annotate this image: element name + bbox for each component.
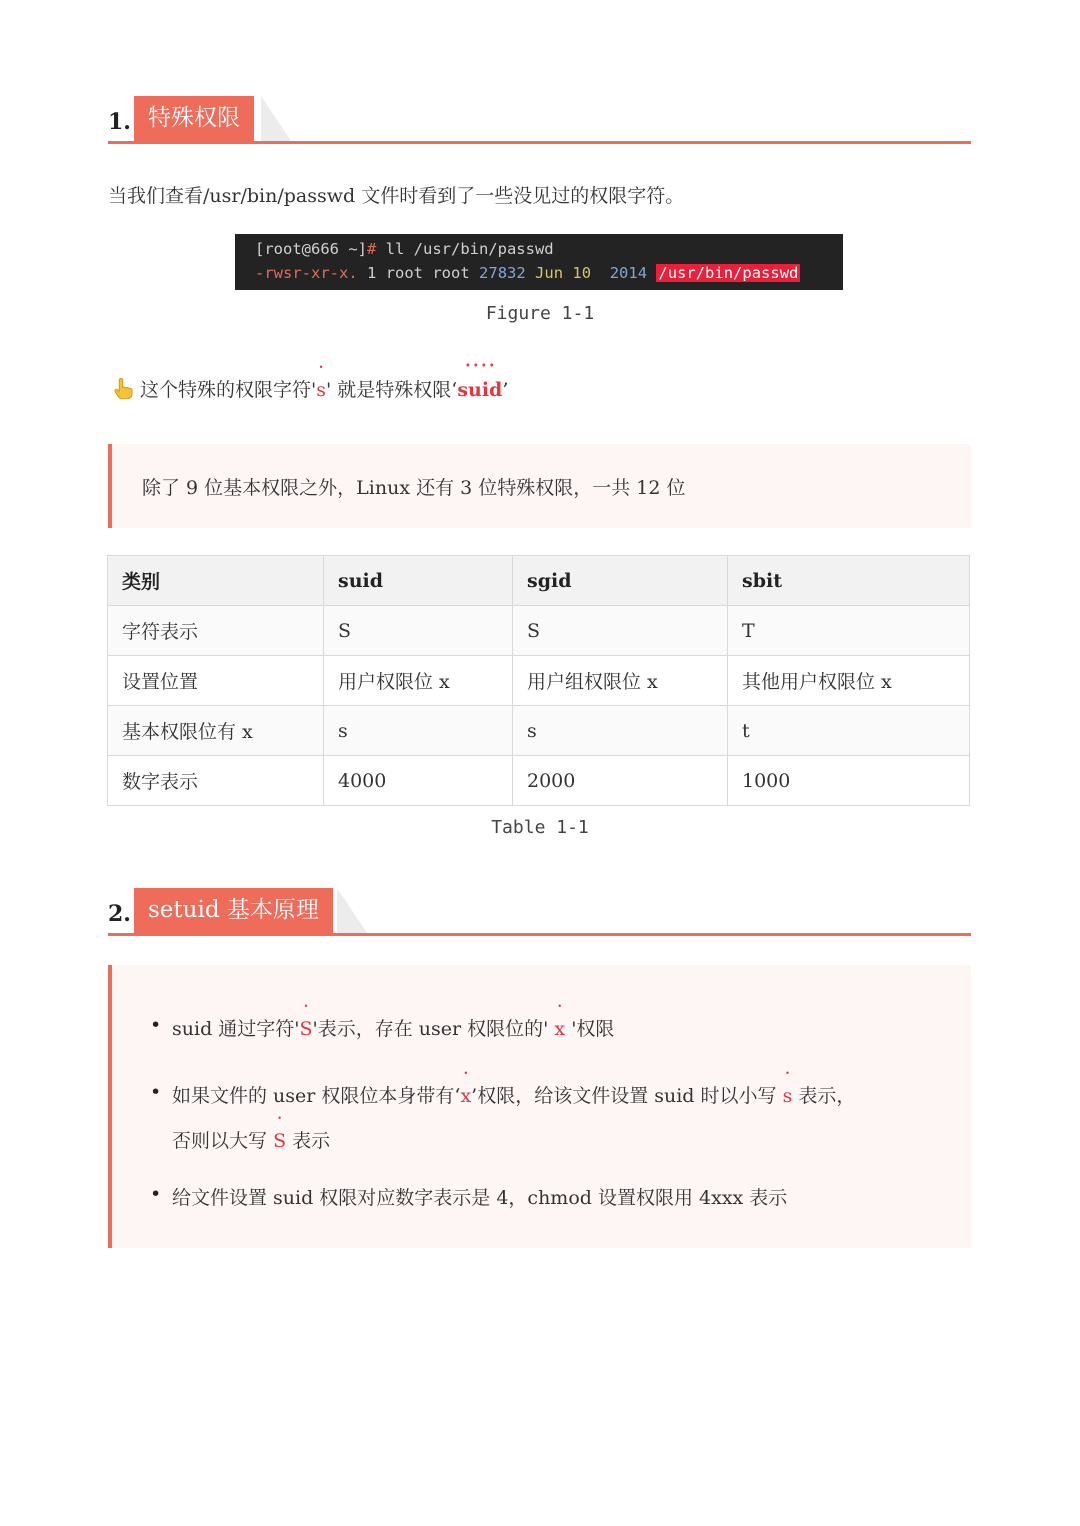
- terminal-line-output: [255, 264, 800, 282]
- info-callout: [108, 444, 971, 528]
- terminal-screenshot: [235, 234, 843, 290]
- table-cell: 设置位置: [108, 656, 324, 706]
- table-cell: 1000: [728, 756, 970, 806]
- terminal-perm: -rwsr-xr-x.: [255, 264, 358, 282]
- terminal-line-command: [255, 240, 554, 258]
- terminal-owner: root root: [385, 264, 470, 282]
- emphasis-char: • S: [300, 1018, 313, 1040]
- list-item: [150, 1014, 614, 1041]
- table-cell: T: [728, 606, 970, 656]
- section-number: 2.: [108, 901, 131, 927]
- note-char-s: • s: [316, 379, 326, 401]
- section-title: setuid 基本原理: [134, 888, 333, 933]
- table-row: [108, 756, 970, 806]
- list-item: [150, 1081, 855, 1153]
- list-item-text: 表示: [292, 1130, 331, 1152]
- table-cell: 用户权限位 x: [324, 656, 513, 706]
- table-header-cell: suid: [324, 556, 513, 606]
- table-header-cell: sbit: [728, 556, 970, 606]
- table-cell: 4000: [324, 756, 513, 806]
- section-heading-1: [108, 96, 971, 144]
- principle-list: [150, 1081, 855, 1153]
- principle-list: [150, 1014, 614, 1041]
- note-text-pre: 这个特殊的权限字符': [140, 379, 317, 401]
- list-item-text: suid 通过字符': [172, 1018, 300, 1040]
- emphasis-char: • x: [460, 1085, 471, 1107]
- figure-caption: Figure 1-1: [485, 303, 595, 324]
- list-item-text: 表示，: [798, 1085, 856, 1107]
- section-heading-2: [108, 888, 971, 936]
- table-header-row: [108, 556, 970, 606]
- table-cell: s: [324, 706, 513, 756]
- list-item-text: '表示，存在 user 权限位的': [312, 1018, 549, 1040]
- table-cell: s: [513, 706, 728, 756]
- list-item-text: ’权限，给该文件设置 suid 时以小写: [471, 1085, 777, 1107]
- table-cell: 数字表示: [108, 756, 324, 806]
- table-cell: 基本权限位有 x: [108, 706, 324, 756]
- info-callout-text: 除了 9 位基本权限之外，Linux 还有 3 位特殊权限，一共 12 位: [142, 477, 686, 499]
- table-cell: S: [324, 606, 513, 656]
- pointing-hand-icon: [112, 377, 134, 399]
- terminal-size: 27832: [479, 264, 526, 282]
- table-cell: 字符表示: [108, 606, 324, 656]
- table-caption: Table 1-1: [491, 817, 589, 838]
- table-cell: S: [513, 606, 728, 656]
- table-cell: t: [728, 706, 970, 756]
- table-cell: 2000: [513, 756, 728, 806]
- table-header-cell: 类别: [108, 556, 324, 606]
- note-text-post: ’: [502, 379, 509, 401]
- list-item-text: 给文件设置 suid 权限对应数字表示是 4，chmod 设置权限用 4xxx 表示: [172, 1187, 788, 1209]
- terminal-path: /usr/bin/passwd: [658, 264, 799, 282]
- section-title: 特殊权限: [134, 96, 254, 141]
- table-row: [108, 706, 970, 756]
- terminal-year: 2014: [609, 264, 648, 282]
- table-row: [108, 656, 970, 706]
- list-item-text: 如果文件的 user 权限位本身带有‘: [172, 1085, 461, 1107]
- table-header-cell: sgid: [513, 556, 728, 606]
- heading-tail-decoration: [261, 96, 291, 141]
- table-cell: 其他用户权限位 x: [728, 656, 970, 706]
- note-text-mid: ' 就是特殊权限‘: [326, 379, 458, 401]
- note-word-suid: • • • • suid: [457, 379, 502, 401]
- table-cell: 用户组权限位 x: [513, 656, 728, 706]
- permission-table: [107, 555, 970, 806]
- emphasis-char: • s: [783, 1085, 793, 1107]
- note-line: [112, 375, 508, 402]
- emphasis-char: • S: [273, 1130, 286, 1152]
- heading-tail-decoration: [337, 888, 367, 933]
- list-item-text: '权限: [571, 1018, 615, 1040]
- terminal-command: ll /usr/bin/passwd: [376, 240, 554, 258]
- list-item-text: 否则以大写: [172, 1130, 268, 1152]
- intro-paragraph: 当我们查看/usr/bin/passwd 文件时看到了一些没见过的权限字符。: [108, 185, 685, 207]
- section-number: 1.: [108, 109, 131, 135]
- terminal-date: Jun 10: [535, 264, 592, 282]
- emphasis-char: • x: [554, 1018, 565, 1040]
- principle-list: [150, 1183, 787, 1210]
- list-item: [150, 1183, 787, 1210]
- terminal-hash: #: [366, 240, 377, 258]
- terminal-links: 1: [367, 264, 377, 282]
- terminal-prompt: [root@666 ~]: [255, 240, 367, 258]
- table-row: [108, 606, 970, 656]
